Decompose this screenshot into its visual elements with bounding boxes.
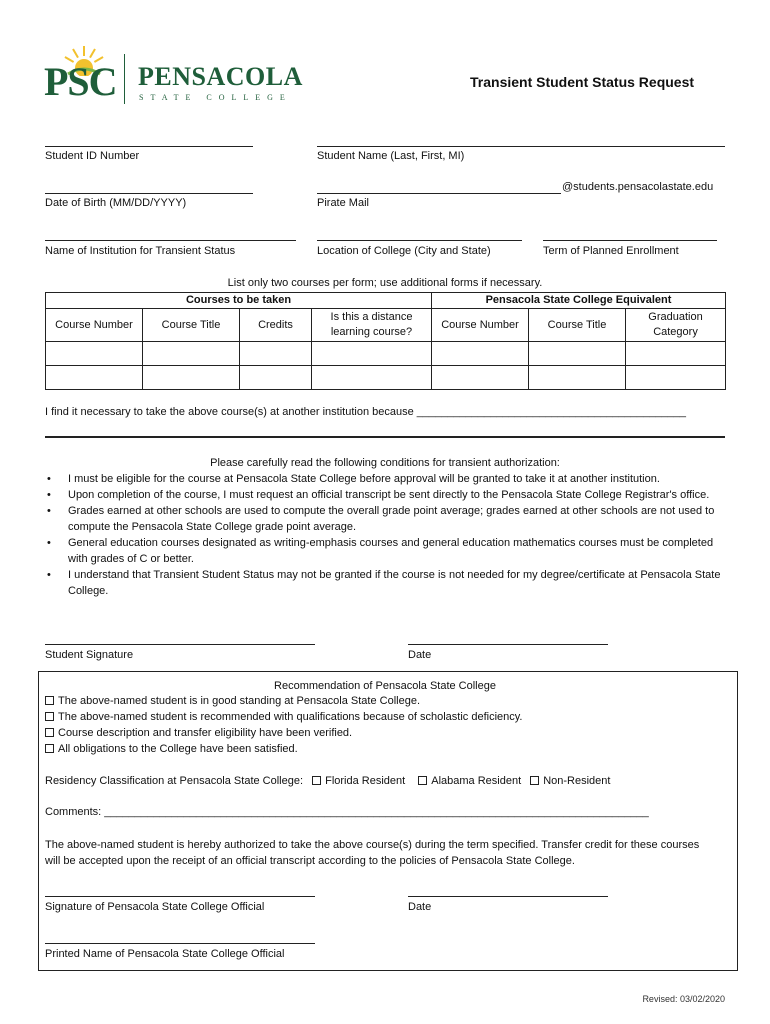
condition-item: • I understand that Transient Student Status may not be granted if the course is not needed for my degree/certificate at Pensacola State College. [45, 567, 725, 599]
pirate-mail-field[interactable] [317, 193, 561, 194]
non-resident-checkbox[interactable] [530, 776, 539, 785]
checkbox-label: The above-named student is recommended with qualifications because of scholastic deficiency. [58, 711, 523, 723]
column-header: Course Title [143, 309, 240, 342]
courses-taken-header: Courses to be taken [46, 293, 432, 309]
checkbox-label: Florida Resident [325, 775, 406, 787]
official-signature-label: Signature of Pensacola State College Official [45, 901, 265, 913]
form-title: Transient Student Status Request [470, 74, 695, 90]
checkbox-label: The above-named student is in good standing at Pensacola State College. [58, 695, 421, 707]
courses-table [45, 292, 726, 390]
column-header: Credits [240, 309, 312, 342]
table-cell[interactable] [46, 342, 143, 366]
checkbox[interactable] [45, 744, 54, 753]
official-printed-name-field[interactable] [45, 943, 315, 944]
florida-resident-checkbox[interactable] [312, 776, 321, 785]
table-cell[interactable] [143, 342, 240, 366]
column-header: Graduation Category [626, 309, 726, 342]
residency-label: Residency Classification at Pensacola State College: [45, 775, 304, 787]
psc-equivalent-header: Pensacola State College Equivalent [432, 293, 726, 309]
student-signature-label: Student Signature [45, 649, 134, 661]
conditions-section [45, 455, 725, 599]
term-label: Term of Planned Enrollment [543, 245, 679, 257]
location-label: Location of College (City and State) [317, 245, 491, 257]
checkbox-label: Non-Resident [543, 775, 611, 787]
recommendation-heading: Recommendation of Pensacola State College [274, 680, 496, 692]
column-header: Course Number [432, 309, 529, 342]
official-date-field[interactable] [408, 896, 608, 897]
reason-field[interactable]: I find it necessary to take the above course(s) at another institution because ____________________________________________ [45, 406, 686, 418]
table-cell[interactable] [312, 342, 432, 366]
table-row [46, 342, 726, 366]
logo-divider [124, 54, 125, 104]
recommendation-option[interactable] [45, 727, 352, 739]
checkbox[interactable] [45, 728, 54, 737]
student-name-field[interactable] [317, 146, 725, 147]
location-field[interactable] [317, 240, 522, 241]
official-date-label: Date [408, 901, 432, 913]
table-cell[interactable] [529, 342, 626, 366]
alabama-resident-checkbox[interactable] [418, 776, 427, 785]
student-id-field[interactable] [45, 146, 253, 147]
table-cell[interactable] [312, 366, 432, 390]
email-suffix: @students.pensacolastate.edu [562, 181, 714, 193]
official-signature-field[interactable] [45, 896, 315, 897]
table-cell[interactable] [626, 366, 726, 390]
pirate-mail-label: Pirate Mail [317, 197, 369, 209]
comments-field[interactable]: Comments: _________________________________________________________________________________________ [45, 806, 649, 818]
student-id-label: Student ID Number [45, 150, 140, 162]
college-logo [44, 46, 303, 110]
authorization-text: The above-named student is hereby authorized to take the above course(s) during the term specified. Transfer credit for these courses will be accepted upon the receipt of an official transcript according to the policies of Pensacola State College. [45, 839, 700, 867]
term-field[interactable] [543, 240, 717, 241]
table-cell[interactable] [432, 366, 529, 390]
column-header: Course Title [529, 309, 626, 342]
student-name-label: Student Name (Last, First, MI) [317, 150, 465, 162]
logo-subtitle: STATE COLLEGE [139, 93, 292, 102]
institution-label: Name of Institution for Transient Status [45, 245, 236, 257]
checkbox[interactable] [45, 696, 54, 705]
recommendation-option[interactable] [45, 711, 523, 723]
table-cell[interactable] [240, 342, 312, 366]
condition-item: • I must be eligible for the course at Pensacola State College before approval will be granted to take it at another institution. [45, 471, 725, 487]
checkbox[interactable] [45, 712, 54, 721]
dob-label: Date of Birth (MM/DD/YYYY) [45, 197, 187, 209]
table-cell[interactable] [143, 366, 240, 390]
table-cell[interactable] [240, 366, 312, 390]
table-cell[interactable] [432, 342, 529, 366]
checkbox-label: All obligations to the College have been satisfied. [58, 743, 298, 755]
column-header: Course Number [46, 309, 143, 342]
section-divider [45, 436, 725, 438]
logo-mark: PSC [44, 59, 117, 104]
table-cell[interactable] [529, 366, 626, 390]
student-signature-field[interactable] [45, 644, 315, 645]
column-header: Is this a distance learning course? [312, 309, 432, 342]
revision-date: Revised: 03/02/2020 [642, 994, 725, 1004]
student-date-label: Date [408, 649, 432, 661]
recommendation-option[interactable] [45, 743, 298, 755]
institution-field[interactable] [45, 240, 296, 241]
residency-row [45, 775, 610, 787]
logo-name: PENSACOLA [138, 62, 303, 91]
condition-item: • General education courses designated as writing-emphasis courses and general education mathematics courses must be completed with grades of C or better. [45, 535, 725, 567]
conditions-heading: Please carefully read the following conditions for transient authorization: [210, 457, 560, 469]
official-printed-name-label: Printed Name of Pensacola State College Official [45, 948, 285, 960]
recommendation-option[interactable] [45, 695, 420, 707]
condition-item: • Grades earned at other schools are used to compute the overall grade point average; grades earned at other schools are not used to compute the Pensacola State College grade point average. [45, 503, 725, 535]
table-row [46, 366, 726, 390]
student-date-field[interactable] [408, 644, 608, 645]
table-cell[interactable] [626, 342, 726, 366]
dob-field[interactable] [45, 193, 253, 194]
table-cell[interactable] [46, 366, 143, 390]
table-note: List only two courses per form; use additional forms if necessary. [227, 277, 543, 289]
condition-item: • Upon completion of the course, I must request an official transcript be sent directly to the Pensacola State College Registrar's office. [45, 487, 725, 503]
checkbox-label: Alabama Resident [431, 775, 522, 787]
checkbox-label: Course description and transfer eligibility have been verified. [58, 727, 353, 739]
